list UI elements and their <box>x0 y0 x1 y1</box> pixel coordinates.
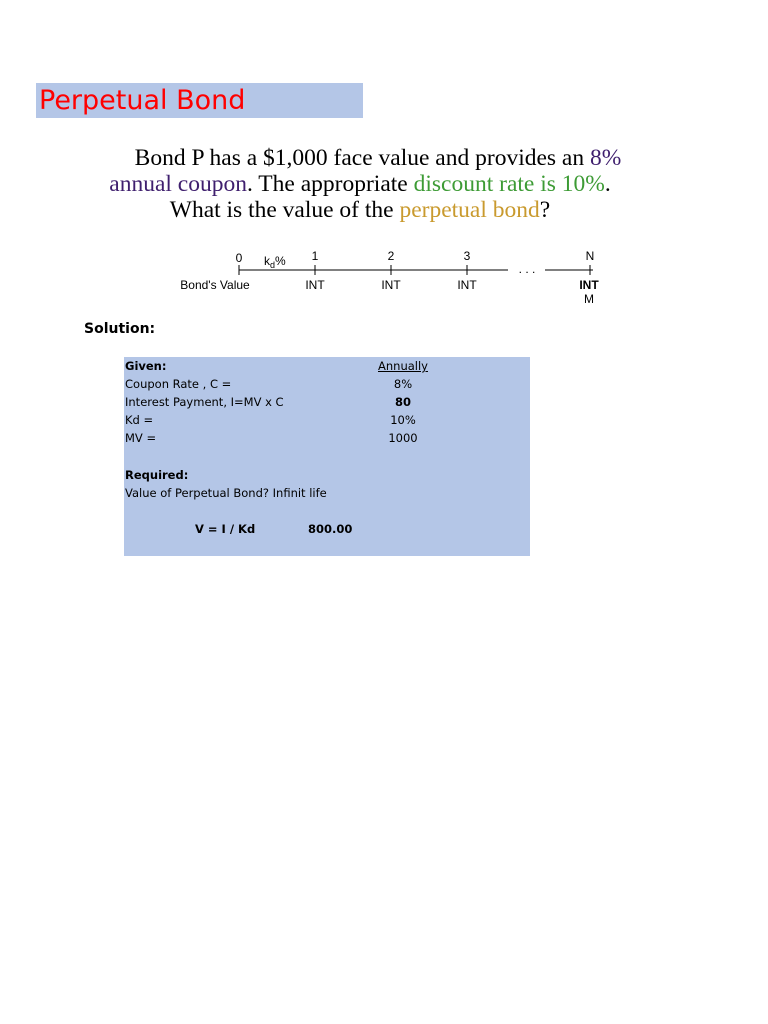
annual-coupon-highlight: annual coupon <box>109 171 247 197</box>
given-label: Interest Payment, I=MV x C <box>125 395 284 409</box>
title-banner <box>36 83 363 118</box>
period-label: 3 <box>463 249 471 263</box>
problem-line-1 <box>20 145 700 171</box>
given-header: Given: <box>125 359 167 373</box>
problem-text: . <box>604 171 611 197</box>
result-value: 800.00 <box>308 522 353 536</box>
discount-rate-highlight: discount rate is 10% <box>413 171 605 197</box>
problem-text: . The appropriate <box>246 171 414 197</box>
annually-header: Annually <box>378 359 428 373</box>
rate-label <box>264 254 286 270</box>
bonds-value-label: Bond's Value <box>180 278 250 292</box>
payment-label: INT <box>579 278 599 292</box>
period-label: N <box>585 249 595 263</box>
ellipsis: . . . <box>518 262 536 276</box>
given-value: 8% <box>393 377 413 391</box>
required-header: Required: <box>125 468 189 482</box>
payment-label: INT <box>381 278 401 292</box>
rate-label-sub: d <box>270 260 276 270</box>
problem-statement <box>20 145 700 223</box>
given-value: 80 <box>394 395 411 409</box>
period-label: 0 <box>235 251 243 265</box>
payment-label: INT <box>457 278 477 292</box>
given-value: 10% <box>390 413 416 427</box>
coupon-rate-highlight: 8% <box>589 145 622 171</box>
period-label: 1 <box>311 249 319 263</box>
problem-line-3 <box>20 197 700 223</box>
period-label: 2 <box>387 249 395 263</box>
rate-label-suffix: % <box>275 254 286 268</box>
given-value: 1000 <box>388 431 418 445</box>
page-title: Perpetual Bond <box>39 85 246 116</box>
formula: V = I / Kd <box>195 522 256 536</box>
rate-label-k: k <box>264 254 270 268</box>
perpetual-bond-highlight: perpetual bond <box>399 197 540 223</box>
given-label: Coupon Rate , C = <box>125 377 232 391</box>
payment-label: INT <box>305 278 325 292</box>
required-question: Value of Perpetual Bond? Infinit life <box>125 486 327 500</box>
given-label: Kd = <box>125 413 154 427</box>
maturity-label: M <box>584 292 594 306</box>
given-label: MV = <box>125 431 157 445</box>
problem-text: ? <box>539 197 551 223</box>
solution-panel <box>124 357 530 556</box>
problem-line-2 <box>20 171 700 197</box>
problem-text: Bond P has a $1,000 face value and provides an <box>134 145 590 171</box>
solution-label: Solution: <box>84 321 156 337</box>
problem-text: What is the value of the <box>169 197 400 223</box>
